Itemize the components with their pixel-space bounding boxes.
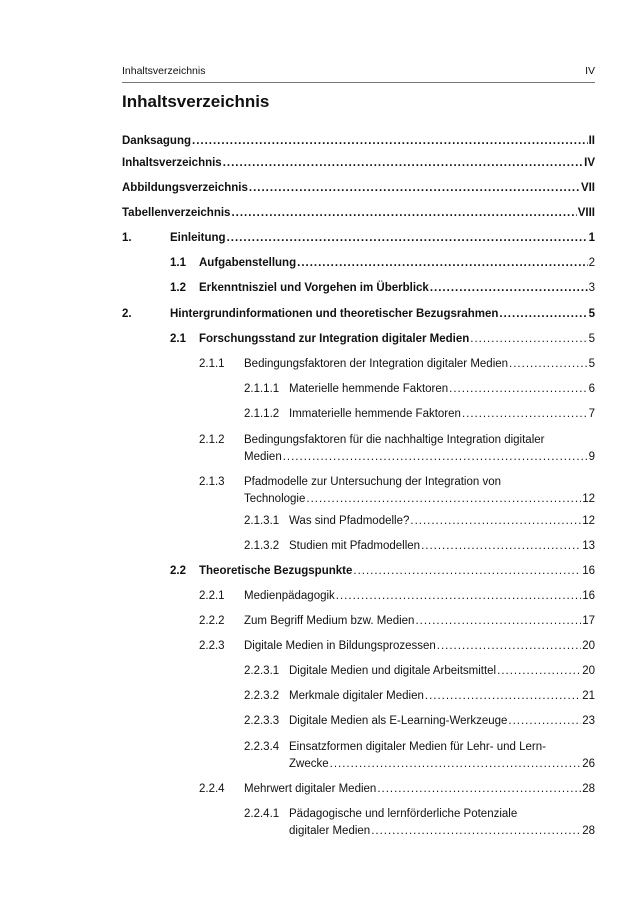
toc-entry-number: 2.2.4	[199, 783, 225, 795]
toc-entry-page: 28	[582, 783, 595, 795]
toc-entry-title: Technologie	[244, 493, 306, 505]
toc-entry[interactable]	[244, 513, 595, 530]
toc-entry-page: II	[588, 135, 595, 147]
toc-entry-page: 5	[588, 308, 595, 320]
toc-entry[interactable]	[244, 381, 595, 398]
toc-entry-title: Einleitung	[170, 232, 226, 244]
toc-entry[interactable]	[122, 155, 595, 172]
toc-entry[interactable]	[199, 432, 595, 466]
toc-entry-page: 7	[588, 408, 595, 420]
toc-entry-title: Mehrwert digitaler Medien	[244, 783, 377, 795]
toc-entry-page: 21	[582, 690, 595, 702]
toc-entry-title: Digitale Medien und digitale Arbeitsmittel	[289, 665, 497, 677]
toc-entry-number: 2.1.2	[199, 434, 225, 446]
toc-entry[interactable]	[244, 406, 595, 423]
toc-entry[interactable]	[170, 563, 595, 580]
toc-entry-title: Medien	[244, 451, 282, 463]
toc-entry[interactable]	[244, 663, 595, 680]
toc-entry[interactable]	[244, 713, 595, 730]
toc-entry-number: 2.1.1.1	[244, 383, 280, 395]
toc-entry-page: 5	[588, 358, 595, 370]
toc-entry-number: 1.2	[170, 282, 186, 294]
toc-entry[interactable]	[199, 781, 595, 798]
toc-entry-page: 16	[582, 590, 595, 602]
toc-entry-page: 6	[588, 383, 595, 395]
toc-entry-title: Bedingungsfaktoren der Integration digitaler Medien	[244, 358, 509, 370]
toc-entry-page: 2	[588, 257, 595, 269]
toc-entry[interactable]	[244, 538, 595, 555]
toc-entry-number: 1.1	[170, 257, 186, 269]
toc-entry[interactable]	[170, 280, 595, 297]
toc-entry[interactable]	[122, 180, 595, 197]
toc-entry-page: 20	[582, 665, 595, 677]
toc-entry-page: 26	[582, 758, 595, 770]
toc-entry-number: 2.2	[170, 565, 186, 577]
toc-entry[interactable]	[199, 613, 595, 630]
toc-entry[interactable]	[199, 638, 595, 655]
toc-entry-title: Abbildungsverzeichnis	[122, 182, 248, 194]
toc-entry[interactable]	[244, 688, 595, 705]
toc-entry-title: Was sind Pfadmodelle?	[289, 515, 410, 527]
toc-entry-page: 28	[582, 825, 595, 837]
toc-entry-page: 12	[582, 493, 595, 505]
toc-entry-title-line1: Pfadmodelle zur Untersuchung der Integration von	[244, 476, 501, 488]
toc-entry-page: 16	[582, 565, 595, 577]
toc-entry-page: VII	[580, 182, 595, 194]
toc-entry-title: Materielle hemmende Faktoren	[289, 383, 449, 395]
header-section-title: Inhaltsverzeichnis	[122, 65, 206, 77]
toc-entry-title-line1: Bedingungsfaktoren für die nachhaltige Integration digitaler	[244, 434, 545, 446]
toc-entry[interactable]	[199, 356, 595, 373]
toc-entry-title: Zum Begriff Medium bzw. Medien	[244, 615, 415, 627]
toc-entry-title: Hintergrundinformationen und theoretischer Bezugsrahmen	[170, 308, 499, 320]
toc-entry[interactable]	[170, 331, 595, 348]
toc-entry[interactable]	[199, 474, 595, 508]
toc-entry-page: 1	[588, 232, 595, 244]
toc-entry-title-line1: Einsatzformen digitaler Medien für Lehr- und Lern-	[289, 741, 546, 753]
toc-entry-number: 2.2.3.2	[244, 690, 280, 702]
toc-entry[interactable]	[122, 230, 595, 247]
toc-entry-number: 2.1.3	[199, 476, 225, 488]
toc-entry-number: 2.1.1	[199, 358, 225, 370]
toc-entry-number: 2.2.4.1	[244, 808, 280, 820]
header-page-number: IV	[585, 65, 595, 77]
toc-entry-number: 2.1.3.1	[244, 515, 280, 527]
toc-entry-title-line1: Pädagogische und lernförderliche Potenziale	[289, 808, 518, 820]
toc-entry-page: 3	[588, 282, 595, 294]
toc-entry-number: 2.2.3.4	[244, 741, 280, 753]
toc-entry[interactable]	[122, 205, 595, 222]
toc-entry-page: VIII	[577, 207, 595, 219]
toc-entry-number: 2.1.1.2	[244, 408, 280, 420]
toc-entry-title: Danksagung	[122, 135, 192, 147]
toc-entry-page: 23	[582, 715, 595, 727]
toc-entry-number: 2.2.3.3	[244, 715, 280, 727]
toc-entry-page: 20	[582, 640, 595, 652]
toc-entry-number: 2.1.3.2	[244, 540, 280, 552]
toc-entry-title: Digitale Medien in Bildungsprozessen	[244, 640, 436, 652]
toc-entry-title: Medienpädagogik	[244, 590, 335, 602]
toc-entry-title: Immaterielle hemmende Faktoren	[289, 408, 461, 420]
page-title: Inhaltsverzeichnis	[122, 92, 270, 111]
toc-entry-page: 17	[582, 615, 595, 627]
toc-entry[interactable]	[122, 306, 595, 323]
toc-entry-title: Erkenntnisziel und Vorgehen im Überblick	[199, 282, 429, 294]
toc-entry-title: Forschungsstand zur Integration digitaler Medien	[199, 333, 470, 345]
toc-entry[interactable]	[122, 133, 595, 150]
toc-entry-page: 13	[582, 540, 595, 552]
toc-entry-title: Zwecke	[289, 758, 329, 770]
toc-entry-title: digitaler Medien	[289, 825, 371, 837]
toc-entry-number: 2.1	[170, 333, 186, 345]
toc-entry-number: 1.	[122, 232, 132, 244]
toc-entry[interactable]	[244, 806, 595, 840]
toc-entry[interactable]	[199, 588, 595, 605]
toc-entry-title: Inhaltsverzeichnis	[122, 157, 222, 169]
toc-entry-number: 2.	[122, 308, 132, 320]
toc-entry-title: Digitale Medien als E-Learning-Werkzeuge	[289, 715, 508, 727]
toc-entry-title: Studien mit Pfadmodellen	[289, 540, 421, 552]
toc-entry[interactable]	[170, 255, 595, 272]
toc-entry-page: 9	[588, 451, 595, 463]
toc-entry-page: 12	[582, 515, 595, 527]
toc-entry[interactable]	[244, 739, 595, 773]
toc-entry-number: 2.2.3	[199, 640, 225, 652]
toc-entry-number: 2.2.2	[199, 615, 225, 627]
running-header	[122, 62, 595, 83]
toc-entry-title: Merkmale digitaler Medien	[289, 690, 424, 702]
toc-entry-page: IV	[584, 157, 595, 169]
toc-entry-number: 2.2.1	[199, 590, 225, 602]
toc-entry-page: 5	[588, 333, 595, 345]
toc-entry-title: Theoretische Bezugspunkte	[199, 565, 353, 577]
toc-entry-number: 2.2.3.1	[244, 665, 280, 677]
toc-entry-title: Aufgabenstellung	[199, 257, 297, 269]
toc-entry-title: Tabellenverzeichnis	[122, 207, 231, 219]
